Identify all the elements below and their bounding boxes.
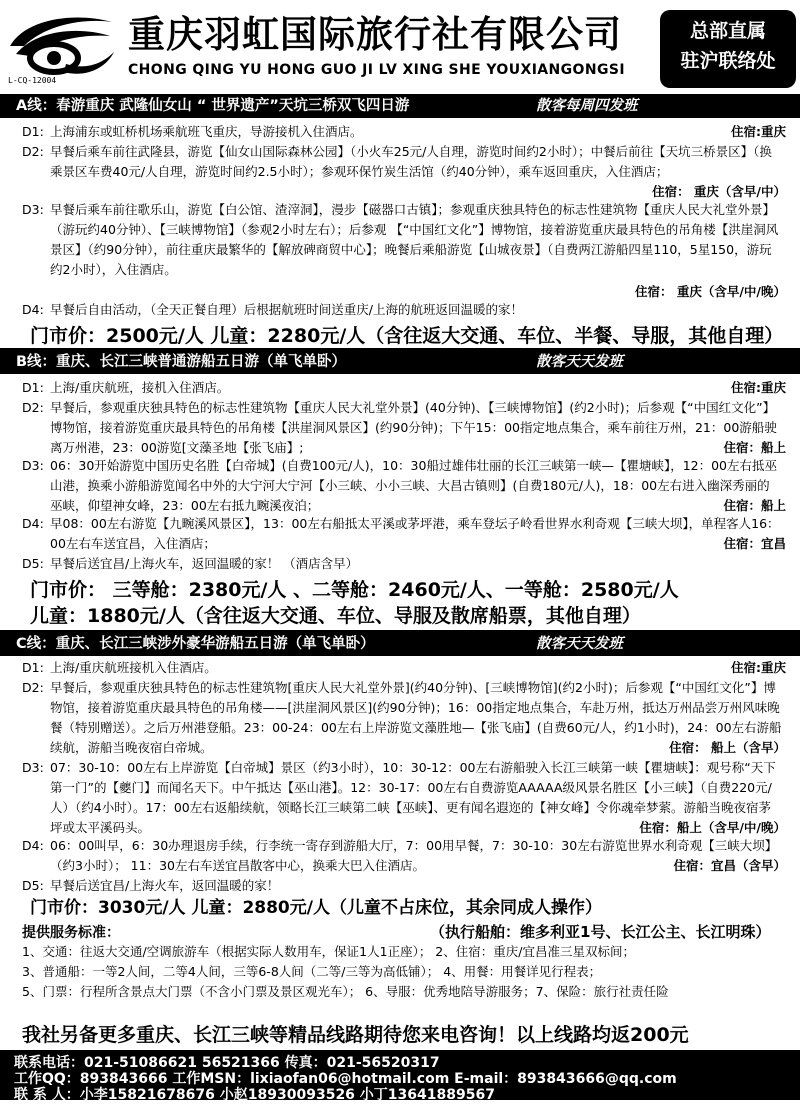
hq-line2: 驻沪联络处 xyxy=(680,50,776,72)
route-a-departure: 散客每周四发班 xyxy=(536,98,638,114)
route-a-day2-stay: 住宿： 重庆（含早/中） xyxy=(652,184,786,199)
day-label: D3: xyxy=(22,458,44,473)
day-label: D2: xyxy=(22,144,44,159)
route-b-day1 xyxy=(22,378,792,398)
service-line-3: 5、门票：行程所含景点大门票（不含小门票及景区观光车）； 6、导服：优秀地陪导游服务；7、保险：旅行社责任险 xyxy=(22,984,669,999)
day-label: D4: xyxy=(22,302,44,317)
route-b-title: B线：重庆、长江三峡普通游船五日游（单飞单卧） xyxy=(16,354,347,370)
route-c-departure: 散客天天发班 xyxy=(536,636,623,652)
route-b-price1: 门市价： 三等舱：2380元/人 、二等舱：2460元/人、一等舱：2580元/人 xyxy=(30,579,679,601)
day-text: 上海/重庆航班接机入住酒店。 xyxy=(50,660,217,675)
contact-footer xyxy=(0,1050,800,1103)
day-text: 早餐后乘车前往武隆县，游览【仙女山国际森林公园】（小火车25元/人自理，游览时间约2小时）；中餐后前往【天坑三桥景区】（换乘景区车费40元/人自理，游览时间约2.5小时）；参观环保竹炭生活馆（约40分钟），乘车返回重庆，入住酒店； xyxy=(50,144,772,179)
header xyxy=(0,0,800,92)
route-c-day2 xyxy=(22,678,782,758)
route-c-price1: 门市价：3030元/人 儿童：2880元/人（儿童不占床位，其余同成人操作） xyxy=(30,898,602,918)
day-text: 07：30-10：00左右上岸游览【白帝城】景区（约3小时），10：30-12：00左右游船驶入长江三峡第一峡【瞿塘峡】：观号称“天下第一门”的【夔门】而闻名天下。中午抵达【巫山港】。12：30-17：00左右自费游览AAAAA级风景名胜区【小三峡】（自费220元/人）（约4小时）。17：00左右返船续航，领略长江三峡第二峡【巫峡】、更有闻名遐迩的【神女峰】令你魂牵梦萦。游船当晚夜宿茅坪或太平溪码头。 xyxy=(50,760,776,835)
route-b-day1-stay: 住宿:重庆 xyxy=(731,380,786,395)
service-line-1: 1、交通：往返大交通/空调旅游车（根据实际人数用车，保证1人1正座）； 2、住宿：重庆/宜昌准三星双标间； xyxy=(22,944,635,959)
contact-phone: 联系电话：021-51086621 56521366 传真：021-56520317 xyxy=(14,1055,440,1071)
route-c-price2: （执行船舶：维多利亚1号、长江公主、长江明珠） xyxy=(430,923,771,941)
route-c-title-bar xyxy=(0,632,800,656)
route-a-day3-stay: 住宿： 重庆（含早/中/晚） xyxy=(635,284,786,299)
day-label: D4: xyxy=(22,516,44,531)
route-a-title: A线：春游重庆 武隆仙女山 “ 世界遗产”天坑三桥双飞四日游 xyxy=(16,98,410,114)
route-c-day2-stay: 住宿： 船上（含早） xyxy=(669,740,786,755)
route-c-day1-stay: 住宿:重庆 xyxy=(731,660,786,675)
day-label: D3: xyxy=(22,760,44,775)
day-text: 早08：00左右游览【九畹溪风景区】，13：00左右船抵太平溪或茅坪港，乘车登坛子岭看世界水利奇观【三峡大坝】，单程客人16：00左右车送宜昌，入住酒店； xyxy=(50,516,780,551)
hq-line1: 总部直属 xyxy=(689,20,766,42)
route-a-day3 xyxy=(22,200,782,280)
route-b-day2 xyxy=(22,398,782,458)
route-b-day5 xyxy=(22,554,792,574)
license-code: L-CQ-12004 xyxy=(8,76,57,85)
route-c-day4 xyxy=(22,836,782,876)
route-b-day2-stay: 住宿：船上 xyxy=(723,440,786,455)
day-text: 早餐后送宜昌/上海火车，返回温暖的家！ xyxy=(50,878,280,893)
route-b-day3-stay: 住宿：船上 xyxy=(723,498,786,513)
day-text: 早餐后自由活动，（全天正餐自理）后根据航班时间送重庆/上海的航班返回温暖的家！ xyxy=(50,302,523,317)
day-label: D1: xyxy=(22,380,44,395)
route-b-day4-stay: 住宿：宜昌 xyxy=(723,536,786,551)
day-label: D5: xyxy=(22,878,44,893)
route-c-title: C线：重庆、长江三峡涉外豪华游船五日游（单飞单卧） xyxy=(16,636,375,652)
route-b-departure: 散客天天发班 xyxy=(536,354,623,370)
route-a-price: 门市价：2500元/人 儿童：2280元/人（含往返大交通、车位、半餐、导服，其他自理） xyxy=(30,325,784,347)
route-a-title-bar xyxy=(0,94,800,118)
route-a-day1 xyxy=(22,122,792,142)
hq-badge xyxy=(660,10,796,88)
services-title: 提供服务标准： xyxy=(22,925,120,941)
company-name-en: CHONG QING YU HONG GUO JI LV XING SHE YOUXIANGONGSI xyxy=(128,62,625,78)
day-text: 早餐后，参观重庆独具特色的标志性建筑物[重庆人民大礼堂外景](约40分钟)、[三峡博物馆](约2小时)；后参观【“中国红文化”】博物馆，接着游览重庆最具特色的吊角楼——[洪崖洞风景区](约90分钟)；16：00指定地点集合，车赴万州，抵达万州品尝万州风味晚餐（特别赠送）。之后万州港登船。23：00-24：00左右上岸游览文藻胜地—【张飞庙】(自费60元/人，约1小时)，24：00左右游船续航，游船当晚夜宿白帝城。 xyxy=(50,680,782,755)
day-label: D1: xyxy=(22,660,44,675)
route-b-price2: 儿童：1880元/人（含往返大交通、车位、导服及散席船票，其他自理） xyxy=(30,605,641,627)
day-text: 上海浦东或虹桥机场乘航班飞重庆，导游接机入住酒店。 xyxy=(50,124,363,139)
day-label: D4: xyxy=(22,838,44,853)
day-text: 上海/重庆航班，接机入住酒店。 xyxy=(50,380,230,395)
day-label: D5: xyxy=(22,556,44,571)
route-c-day5 xyxy=(22,876,792,896)
day-text: 06：30开始游览中国历史名胜【白帝城】(自费100元/人)，10：30船过雄伟壮丽的长江三峡第一峡—【瞿塘峡】，12：00左右抵巫山港，换乘小游船游览闻名中外的大宁河大宁河【小三峡、小小三峡、大昌古镇则】(自费180元/人)，18：00左右进入幽深秀丽的巫峡，仰望神女峰，23：00左右抵九畹溪夜泊； xyxy=(50,458,778,513)
day-label: D2: xyxy=(22,680,44,695)
route-b-day3 xyxy=(22,456,782,516)
day-text: 早餐后，参观重庆独具特色的标志性建筑物【重庆人民大礼堂外景】(40分钟)、【三峡博物馆】(约2小时)；后参观【“中国红文化”】博物馆，接着游览重庆最具特色的吊角楼【洪崖洞风景区】(约90分钟)；下午15：00指定地点集合，乘车前往万州，21：00游船驶离万州港，23：00游览[文藻圣地【张飞庙】; xyxy=(50,400,777,455)
day-label: D2: xyxy=(22,400,44,415)
route-c-day4-stay: 住宿：宜昌（含早） xyxy=(673,858,786,873)
day-label: D3: xyxy=(22,202,44,217)
company-name-cn: 重庆羽虹国际旅行社有限公司 xyxy=(128,13,622,56)
day-text: 早餐后送宜昌/上海火车，返回温暖的家！ （酒店含早） xyxy=(50,556,359,571)
route-c-day1 xyxy=(22,658,792,678)
route-b-day4 xyxy=(22,514,782,554)
route-a-day4 xyxy=(22,300,792,320)
day-label: D1: xyxy=(22,124,44,139)
eye-logo-icon xyxy=(6,8,118,78)
contact-persons: 联 系 人：小李15821678676 小赵18930093526 小丁13641889567 xyxy=(14,1087,495,1103)
day-text: 06：00叫早，6：30办理退房手续，行李统一寄存到游船大厅，7：00用早餐，7：30-10：30左右游览世界水利奇观【三峡大坝】（约3小时）； 11：30左右车送宜昌散客中心，换乘大巴入住酒店。 xyxy=(50,838,778,873)
route-a-day2 xyxy=(22,142,782,182)
route-b-title-bar xyxy=(0,350,800,374)
contact-online: 工作QQ：893843666 工作MSN：lixiaofan06@hotmail.com E-mail：893843666@qq.com xyxy=(14,1071,677,1087)
route-c-day3-stay: 住宿：船上（含早/中/晚） xyxy=(639,820,786,835)
service-line-2: 3、普通船：一等2人间，二等4人间，三等6-8人间（二等/三等为高低铺）； 4、用餐：用餐详见行程表； xyxy=(22,964,602,979)
route-a-day1-stay: 住宿:重庆 xyxy=(731,124,786,139)
day-text: 早餐后乘车前往歌乐山，游览【白公馆、渣滓洞】，漫步【磁器口古镇】；参观重庆独具特色的标志性建筑物【重庆人民大礼堂外景】（游玩约40分钟）、【三峡博物馆】（参观2小时左右）；后参观 【“中国红文化”】博物馆，接着游览重庆最具特色的吊角楼【洪崖洞风景区】（约90分钟），前往重庆最繁华的【解放碑商贸中心】；晚餐后乘船游览【山城夜景】（自费两江游船四星110，5星150，游玩约2小时），入住酒店。 xyxy=(50,202,779,277)
slogan: 我社另备更多重庆、长江三峡等精品线路期待您来电咨询！以上线路均返200元 xyxy=(22,1024,689,1046)
